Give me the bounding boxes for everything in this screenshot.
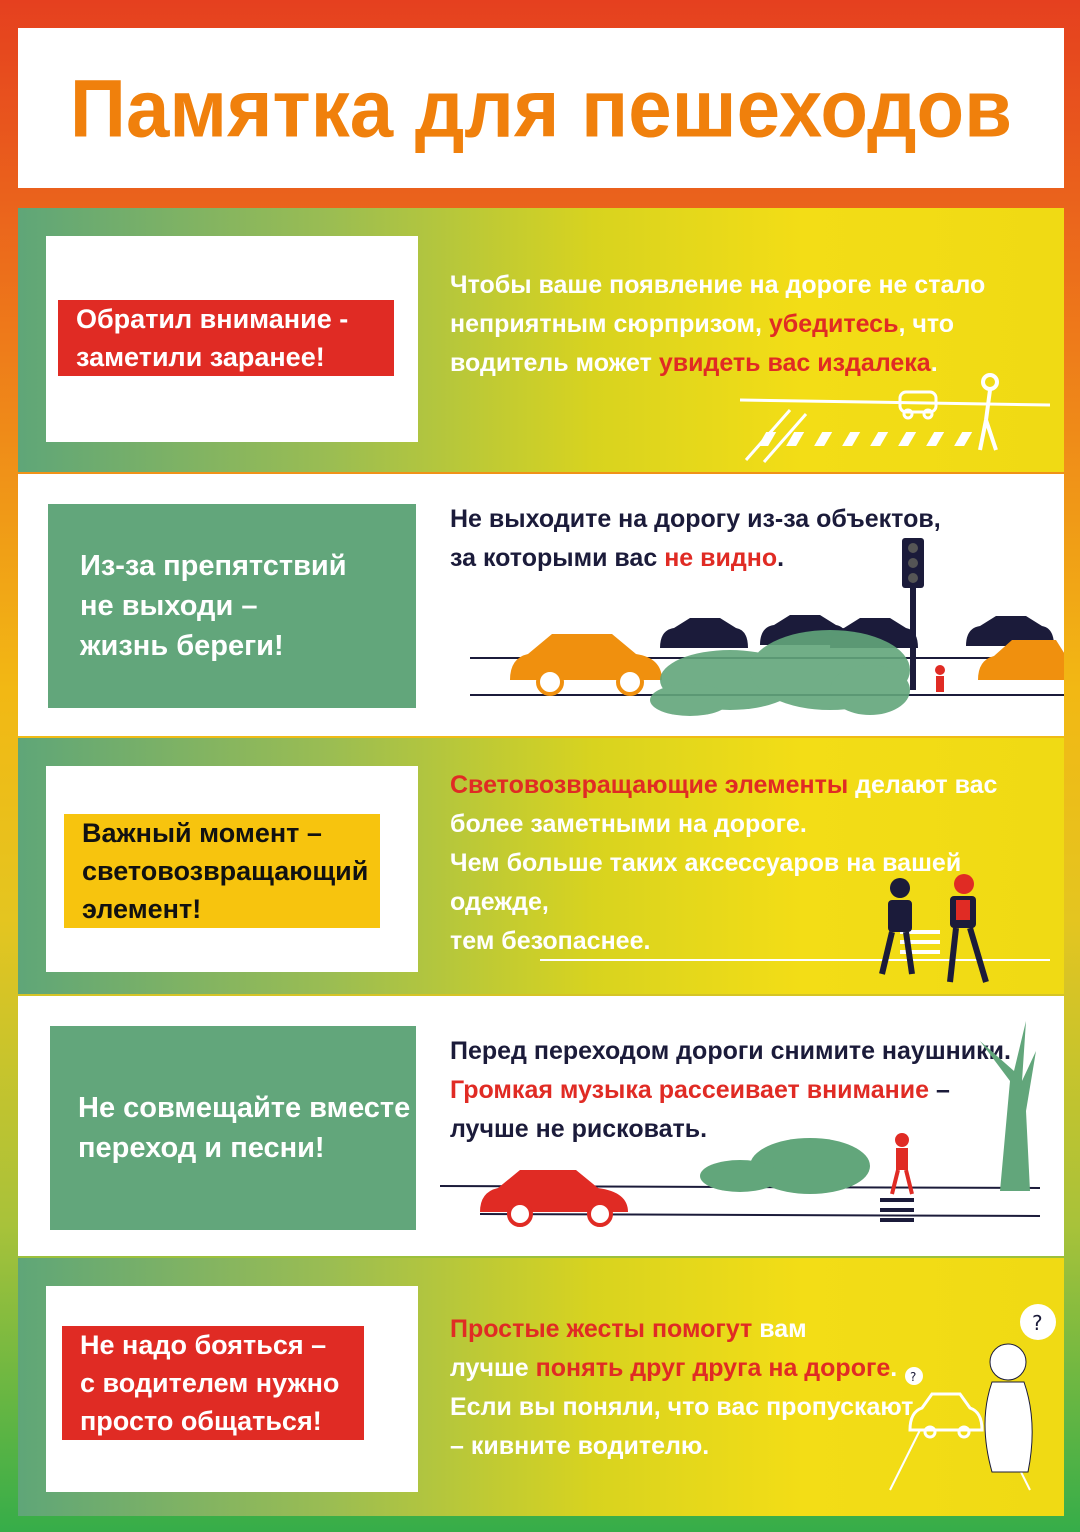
page-title: Памятка для пешеходов (69, 61, 1013, 154)
svg-text:?: ? (910, 1370, 917, 1384)
section-3-card (46, 766, 418, 972)
headphones-illustration (440, 1016, 1060, 1246)
tree-icon (980, 1021, 1036, 1191)
bush-icon (700, 1138, 870, 1194)
title-box (18, 28, 1064, 188)
section-1-card (46, 236, 418, 442)
gesture-illustration (880, 1290, 1060, 1515)
svg-text:?: ? (1032, 1311, 1043, 1335)
pedestrian-icon (892, 1133, 912, 1194)
crosswalk-illustration (740, 370, 1060, 470)
car-icon (900, 392, 936, 418)
section-3-description: Световозвращающие элементы делают вас более заметными на дороге. Чем больше таких аксессуаров на вашей одежде, тем безопаснее. (450, 771, 998, 955)
section-4-card-text: Не совмещайте вместе переход и песни! (78, 1092, 411, 1164)
question-icon (905, 1304, 1056, 1385)
car-icon (480, 1170, 628, 1225)
pedestrian-icon (980, 375, 997, 450)
section-3-tag: Важный момент – световозвращающий элемент! (64, 814, 380, 928)
section-2-card (48, 504, 416, 708)
road-illustration (470, 530, 1064, 720)
pedestrian-icon (950, 874, 986, 982)
section-5-card (46, 1286, 418, 1492)
section-1-tag: Обратил внимание - заметили заранее! (58, 300, 394, 376)
section-5-tag: Не надо бояться – с водителем нужно просто общаться! (62, 1326, 364, 1440)
section-2-description: Не выходите на дорогу из-за объектов, за которыми вас не видно. (450, 505, 941, 572)
reflector-illustration (540, 870, 1060, 990)
section-4-description: Перед переходом дороги снимите наушники. Громкая музыка рассеивает внимание – лучше не рисковать. (450, 1037, 1011, 1143)
pedestrian-icon (935, 665, 945, 692)
section-5-description: Простые жесты помогут вам лучше понять друг друга на дороге. Если вы поняли, что вас пропускают – кивните водителю. (450, 1315, 914, 1460)
section-2-card-text: Из-за препятствий не выходи – жизнь береги! (80, 550, 347, 662)
pedestrian-icon (985, 1344, 1032, 1472)
section-4-card (50, 1026, 416, 1230)
section-1-description: Чтобы ваше появление на дороге не стало неприятным сюрпризом, убедитесь, что водитель может увидеть вас издалека. (450, 271, 986, 377)
